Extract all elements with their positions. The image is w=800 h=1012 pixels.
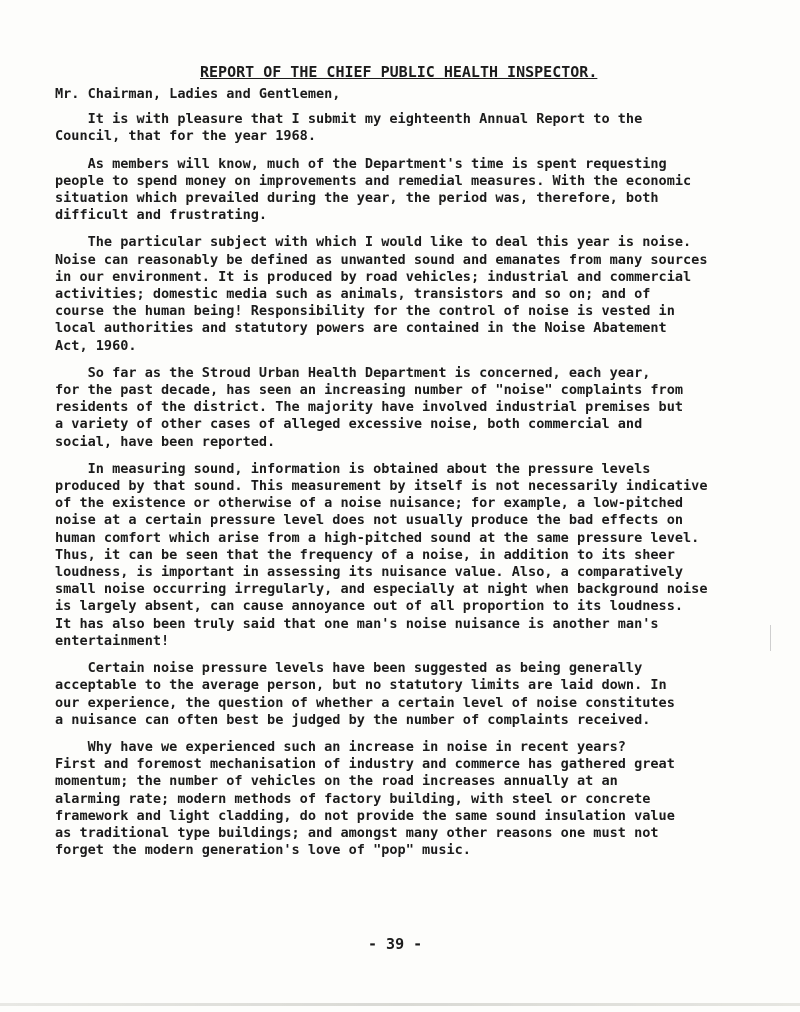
paragraph-measuring-sound: In measuring sound, information is obtained about the pressure levels produced by that sound. This measurement by itself is not necessarily indicative of the existence or otherwise of a noise nuisance; for example, a low-pitched noise at a certain pressure level does not usually produce the bad effects on human comfort which arise from a high-pitched sound at the same pressure level. Thus, it can be seen that the frequency of a noise, in addition to its sheer loudness, is important in assessing its nuisance value. Also, a comparatively small noise occurring irregularly, and especially at night when background noise is largely absent, can cause annoyance out of all proportion to its loudness. It has also been truly said that one man's noise nuisance is another man's entertainment!	[55, 460, 708, 649]
paragraph-noise-subject: The particular subject with which I would like to deal this year is noise. Noise can reasonably be defined as unwanted sound and emanates from many sources in our environment. It is produced by road vehicles; industrial and commercial activities; domestic media such as animals, transistors and so on; and of course the human being! Responsibility for the control of noise is vested in local authorities and statutory powers are contained in the Noise Abatement Act, 1960.	[55, 234, 708, 354]
report-title: REPORT OF THE CHIEF PUBLIC HEALTH INSPECTOR.	[200, 63, 598, 81]
paragraph-department-time: As members will know, much of the Department's time is spent requesting people to spend money on improvements and remedial measures. With the economic situation which prevailed during the year, the period was, therefore, both difficult and frustrating.	[55, 155, 692, 224]
report-body	[55, 86, 767, 859]
paragraph-stroud-complaints: So far as the Stroud Urban Health Department is concerned, each year, for the past decade, has seen an increasing number of "noise" complaints from residents of the district. The majority have involved industrial premises but a variety of other cases of alleged excessive noise, both commercial and social, have been reported.	[55, 364, 684, 450]
salutation: Mr. Chairman, Ladies and Gentlemen,	[55, 86, 341, 102]
paragraph-intro: It is with pleasure that I submit my eighteenth Annual Report to the Council, that for the year 1968.	[55, 111, 643, 145]
scan-bottom-edge	[0, 1003, 800, 1006]
page-number: - 39 -	[368, 935, 423, 953]
paragraph-noise-increase: Why have we experienced such an increase in noise in recent years? First and foremost mechanisation of industry and commerce has gathered great momentum; the number of vehicles on the road increases annually at an alarming rate; modern methods of factory building, with steel or concrete framework and light cladding, do not provide the same sound insulation value as traditional type buildings; and amongst many other reasons one must not forget the modern generation's love of "pop" music.	[55, 738, 675, 859]
margin-mark	[770, 625, 771, 651]
paragraph-pressure-levels: Certain noise pressure levels have been suggested as being generally acceptable to the average person, but no statutory limits are laid down. In our experience, the question of whether a certain level of noise constitutes a nuisance can often best be judged by the number of complaints received.	[55, 660, 675, 728]
